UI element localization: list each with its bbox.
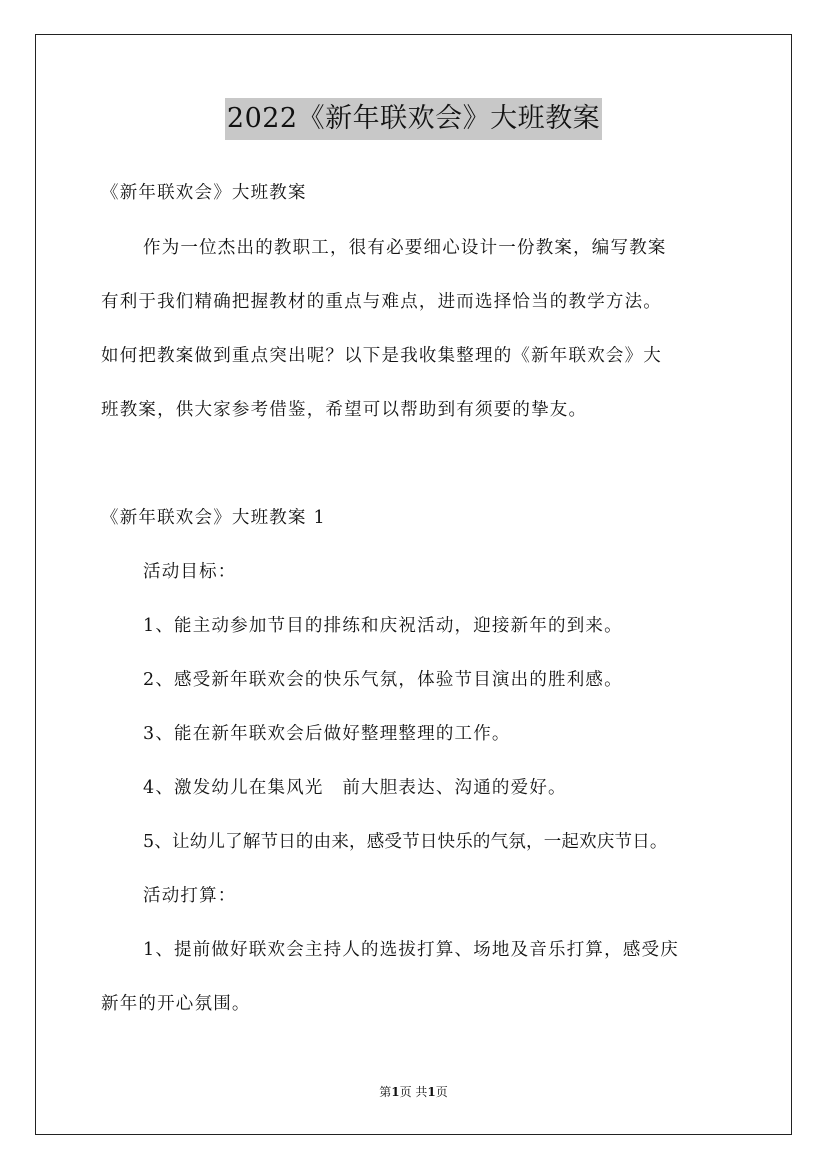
- goals-label: 活动目标：: [143, 562, 237, 582]
- intro-line-4: 班教案，供大家参考借鉴，希望可以帮助到有须要的挚友。: [101, 400, 588, 420]
- goal-item-2: 2、感受新年联欢会的快乐气氛，体验节目演出的胜利感。: [143, 670, 623, 690]
- section-heading: 《新年联欢会》大班教案 1: [101, 508, 326, 528]
- goal-item-4: 4、激发幼儿在集风光 前大胆表达、沟通的爱好。: [143, 778, 567, 798]
- page-footer: [0, 1084, 827, 1100]
- document-title: 2022《新年联欢会》大班教案: [225, 98, 602, 140]
- document-subtitle: 《新年联欢会》大班教案: [101, 183, 307, 203]
- intro-line-1: 作为一位杰出的教职工，很有必要细心设计一份教案，编写教案: [143, 238, 667, 258]
- intro-line-3: 如何把教案做到重点突出呢？以下是我收集整理的《新年联欢会》大: [101, 346, 662, 366]
- prep-label: 活动打算：: [143, 886, 237, 906]
- intro-line-2: 有利于我们精确把握教材的重点与难点，进而选择恰当的教学方法。: [101, 292, 662, 312]
- footer-page-mid: 页 共: [399, 1085, 428, 1099]
- prep-line-1: 1、提前做好联欢会主持人的选拔打算、场地及音乐打算，感受庆: [143, 940, 679, 960]
- title-container: [0, 98, 827, 140]
- goal-item-3: 3、能在新年联欢会后做好整理整理的工作。: [143, 724, 511, 744]
- prep-line-2: 新年的开心氛围。: [101, 994, 251, 1014]
- goal-item-5: 5、让幼儿了解节日的由来，感受节日快乐的气氛，一起欢庆节日。: [143, 832, 668, 852]
- footer-page-total: 1: [427, 1085, 436, 1099]
- footer-page-prefix: 第: [379, 1085, 392, 1099]
- goal-item-1: 1、能主动参加节目的排练和庆祝活动，迎接新年的到来。: [143, 616, 623, 636]
- footer-page-suffix: 页: [435, 1085, 448, 1099]
- footer-page-number: 1: [391, 1085, 400, 1099]
